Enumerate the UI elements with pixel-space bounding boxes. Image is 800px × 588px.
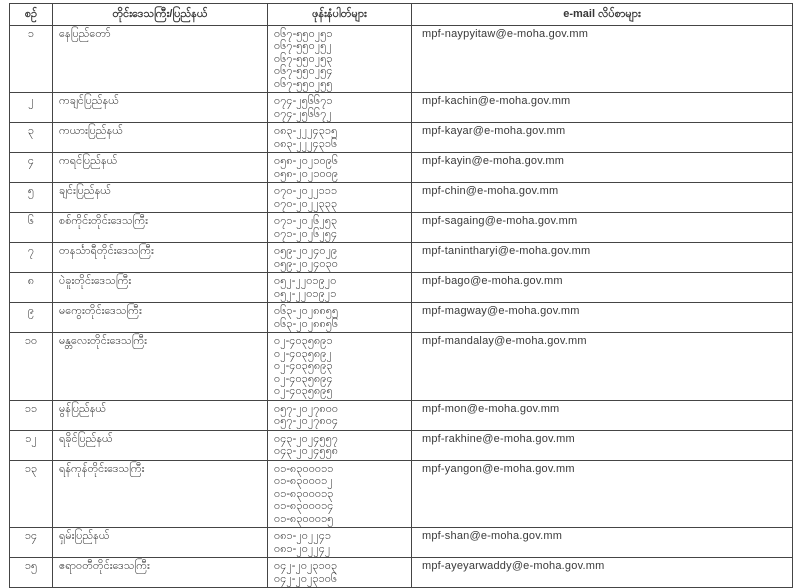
table-row	[10, 430, 793, 460]
region-cell: တနင်္သာရီတိုင်းဒေသကြီး	[53, 243, 268, 273]
phone-cell	[268, 460, 412, 528]
email-cell: mpf-naypyitaw@e-moha.gov.mm	[412, 25, 793, 93]
serial-cell: ၇	[10, 243, 53, 273]
phone-number: ၀၈၃-၂၂၂၄၃၁၆	[274, 137, 338, 150]
table-row	[10, 558, 793, 588]
table-row	[10, 123, 793, 153]
phone-number: ၀၆၇-၅၅၀၂၅၂	[274, 40, 332, 52]
phone-cell	[268, 528, 412, 558]
phone-number: ၀၇၀-၂၀၂၂၃၃၃	[274, 197, 338, 210]
serial-cell: ၃	[10, 123, 53, 153]
phone-number: ၀၇၁-၂၀၂၆၂၅၃	[274, 215, 338, 227]
email-cell: mpf-sagaing@e-moha.gov.mm	[412, 213, 793, 243]
phone-number: ၀၄၂-၂၀၂၃၁၀၆	[274, 572, 338, 585]
phone-cell	[268, 213, 412, 243]
phone-cell	[268, 123, 412, 153]
serial-cell: ၁၀	[10, 333, 53, 401]
table-header	[10, 4, 793, 26]
phone-number: ၀၆၇-၅၅၀၂၅၅	[274, 77, 333, 90]
phone-cell	[268, 273, 412, 303]
email-cell: mpf-kayar@e-moha.gov.mm	[412, 123, 793, 153]
header-email: e-mail လိပ်စာများ	[412, 4, 793, 26]
email-cell: mpf-ayeyarwaddy@e-moha.gov.mm	[412, 558, 793, 588]
phone-number: ၀၂-၄၀၃၅၈၉၃	[274, 360, 333, 372]
phone-number: ၀၈၁-၂၀၂၂၄၂	[274, 542, 331, 555]
header-row	[10, 4, 793, 26]
region-cell: နေပြည်တော်	[53, 25, 268, 93]
serial-cell: ၁	[10, 25, 53, 93]
phone-number: ၀၅၈-၂၀၂၁၀၀၉	[274, 167, 339, 180]
email-cell: mpf-mon@e-moha.gov.mm	[412, 400, 793, 430]
phone-number: ၀၂-၄၀၃၅၈၉၅	[274, 385, 333, 397]
table-row	[10, 25, 793, 93]
region-cell: မွန်ပြည်နယ်	[53, 400, 268, 430]
email-cell: mpf-kayin@e-moha.gov.mm	[412, 153, 793, 183]
region-cell: ရန်ကုန်တိုင်းဒေသကြီး	[53, 460, 268, 528]
region-cell: ရခိုင်ပြည်နယ်	[53, 430, 268, 460]
phone-number: ၀၅၂-၂၂၀၁၉၂၀	[274, 275, 337, 287]
phone-number: ၀၁-၈၃၀၀၀၁၅	[274, 512, 334, 525]
serial-cell: ၈	[10, 273, 53, 303]
phone-number: ၀၄၃-၂၀၂၄၅၅၈	[274, 445, 339, 457]
phone-cell	[268, 303, 412, 333]
serial-cell: ၁၄	[10, 528, 53, 558]
email-cell: mpf-yangon@e-moha.gov.mm	[412, 460, 793, 528]
email-cell: mpf-bago@e-moha.gov.mm	[412, 273, 793, 303]
header-serial: စဉ်	[10, 4, 53, 26]
phone-cell	[268, 25, 412, 93]
phone-number: ၀၂-၄၀၃၅၈၉၂	[274, 347, 332, 360]
table-row	[10, 153, 793, 183]
email-cell: mpf-chin@e-moha.gov.mm	[412, 183, 793, 213]
region-cell: ချင်းပြည်နယ်	[53, 183, 268, 213]
region-cell: ကရင်ပြည်နယ်	[53, 153, 268, 183]
phone-number: ၀၆၇-၅၅၀၂၅၄	[274, 65, 333, 77]
table-row	[10, 243, 793, 273]
phone-number: ၀၂-၄၀၃၅၈၉၄	[274, 372, 333, 385]
region-cell: ရှမ်းပြည်နယ်	[53, 528, 268, 558]
phone-cell	[268, 93, 412, 123]
phone-number: ၀၄၂-၂၀၂၃၁၀၃	[274, 560, 338, 572]
email-cell: mpf-shan@e-moha.gov.mm	[412, 528, 793, 558]
serial-cell: ၁၂	[10, 430, 53, 460]
phone-number: ၀၈၁-၂၀၂၂၄၁	[274, 530, 332, 542]
region-cell: ဧရာဝတီတိုင်းဒေသကြီး	[53, 558, 268, 588]
serial-cell: ၂	[10, 93, 53, 123]
phone-number: ၀၅၂-၂၂၀၁၉၂၁	[274, 287, 337, 300]
phone-cell	[268, 183, 412, 213]
serial-cell: ၅	[10, 183, 53, 213]
phone-number: ၀၇၄-၂၅၆၆၇၂	[274, 107, 332, 120]
email-cell: mpf-mandalay@e-moha.gov.mm	[412, 333, 793, 401]
contact-table-container	[9, 3, 793, 588]
phone-cell	[268, 333, 412, 401]
region-cell: ကယားပြည်နယ်	[53, 123, 268, 153]
phone-number: ၀၆၇-၅၅၀၂၅၁	[274, 27, 333, 40]
table-row	[10, 303, 793, 333]
phone-number: ၀၁-၈၃၀၀၀၁၂	[274, 475, 333, 487]
region-cell: စစ်ကိုင်းတိုင်းဒေသကြီး	[53, 213, 268, 243]
phone-cell	[268, 400, 412, 430]
phone-number: ၀၇၀-၂၀၂၂၁၁၁	[274, 185, 338, 197]
header-phones: ဖုန်းနံပါတ်များ	[268, 4, 412, 26]
table-row	[10, 333, 793, 401]
phone-number: ၀၁-၈၃၀၀၀၁၃	[274, 487, 334, 500]
phone-number: ၀၆၇-၅၅၀၂၅၃	[274, 52, 333, 65]
serial-cell: ၁၁	[10, 400, 53, 430]
phone-number: ၀၆၃-၂၀၂၈၈၅၆	[274, 317, 339, 330]
phone-number: ၀၅၈-၂၀၂၁၀၉၆	[274, 155, 339, 167]
region-cell: ကချင်ပြည်နယ်	[53, 93, 268, 123]
email-cell: mpf-kachin@e-moha.gov.mm	[412, 93, 793, 123]
phone-number: ၀၇၄-၂၅၆၆၇၁	[274, 95, 333, 107]
phone-cell	[268, 243, 412, 273]
phone-number: ၀၅၉-၂၀၂၄၀၃၀	[274, 257, 338, 270]
email-cell: mpf-rakhine@e-moha.gov.mm	[412, 430, 793, 460]
phone-number: ၀၈၃-၂၂၂၄၃၁၅	[274, 125, 338, 137]
table-row	[10, 273, 793, 303]
serial-cell: ၉	[10, 303, 53, 333]
serial-cell: ၁၅	[10, 558, 53, 588]
phone-number: ၀၅၇-၂၀၂၇၈၀၀	[274, 402, 339, 415]
region-cell: မကွေးတိုင်းဒေသကြီး	[53, 303, 268, 333]
phone-number: ၀၆၃-၂၀၂၈၈၅၅	[274, 305, 339, 317]
email-cell: mpf-magway@e-moha.gov.mm	[412, 303, 793, 333]
phone-cell	[268, 430, 412, 460]
serial-cell: ၁၃	[10, 460, 53, 528]
phone-number: ၀၁-၈၃၀၀၀၁၄	[274, 500, 334, 512]
header-region: တိုင်းဒေသကြီး/ပြည်နယ်	[53, 4, 268, 26]
serial-cell: ၄	[10, 153, 53, 183]
phone-cell	[268, 153, 412, 183]
email-cell: mpf-tanintharyi@e-moha.gov.mm	[412, 243, 793, 273]
region-cell: မန္တလေးတိုင်းဒေသကြီး	[53, 333, 268, 401]
region-contact-table	[9, 3, 793, 588]
phone-cell	[268, 558, 412, 588]
table-row	[10, 93, 793, 123]
phone-number: ၀၁-၈၃၀၀၀၁၁	[274, 462, 334, 475]
phone-number: ၀၅၉-၂၀၂၄၀၂၉	[274, 245, 338, 257]
table-row	[10, 528, 793, 558]
phone-number: ၀၇၁-၂၀၂၆၂၅၄	[274, 227, 338, 240]
region-cell: ပဲခူးတိုင်းဒေသကြီး	[53, 273, 268, 303]
table-row	[10, 400, 793, 430]
phone-number: ၀၄၃-၂၀၂၄၅၅၇	[274, 432, 338, 445]
phone-number: ၀၅၇-၂၀၂၇၈၀၄	[274, 415, 339, 427]
phone-number: ၀၂-၄၀၃၅၈၉၁	[274, 335, 333, 347]
table-row	[10, 460, 793, 528]
table-row	[10, 183, 793, 213]
table-body	[10, 25, 793, 588]
serial-cell: ၆	[10, 213, 53, 243]
table-row	[10, 213, 793, 243]
